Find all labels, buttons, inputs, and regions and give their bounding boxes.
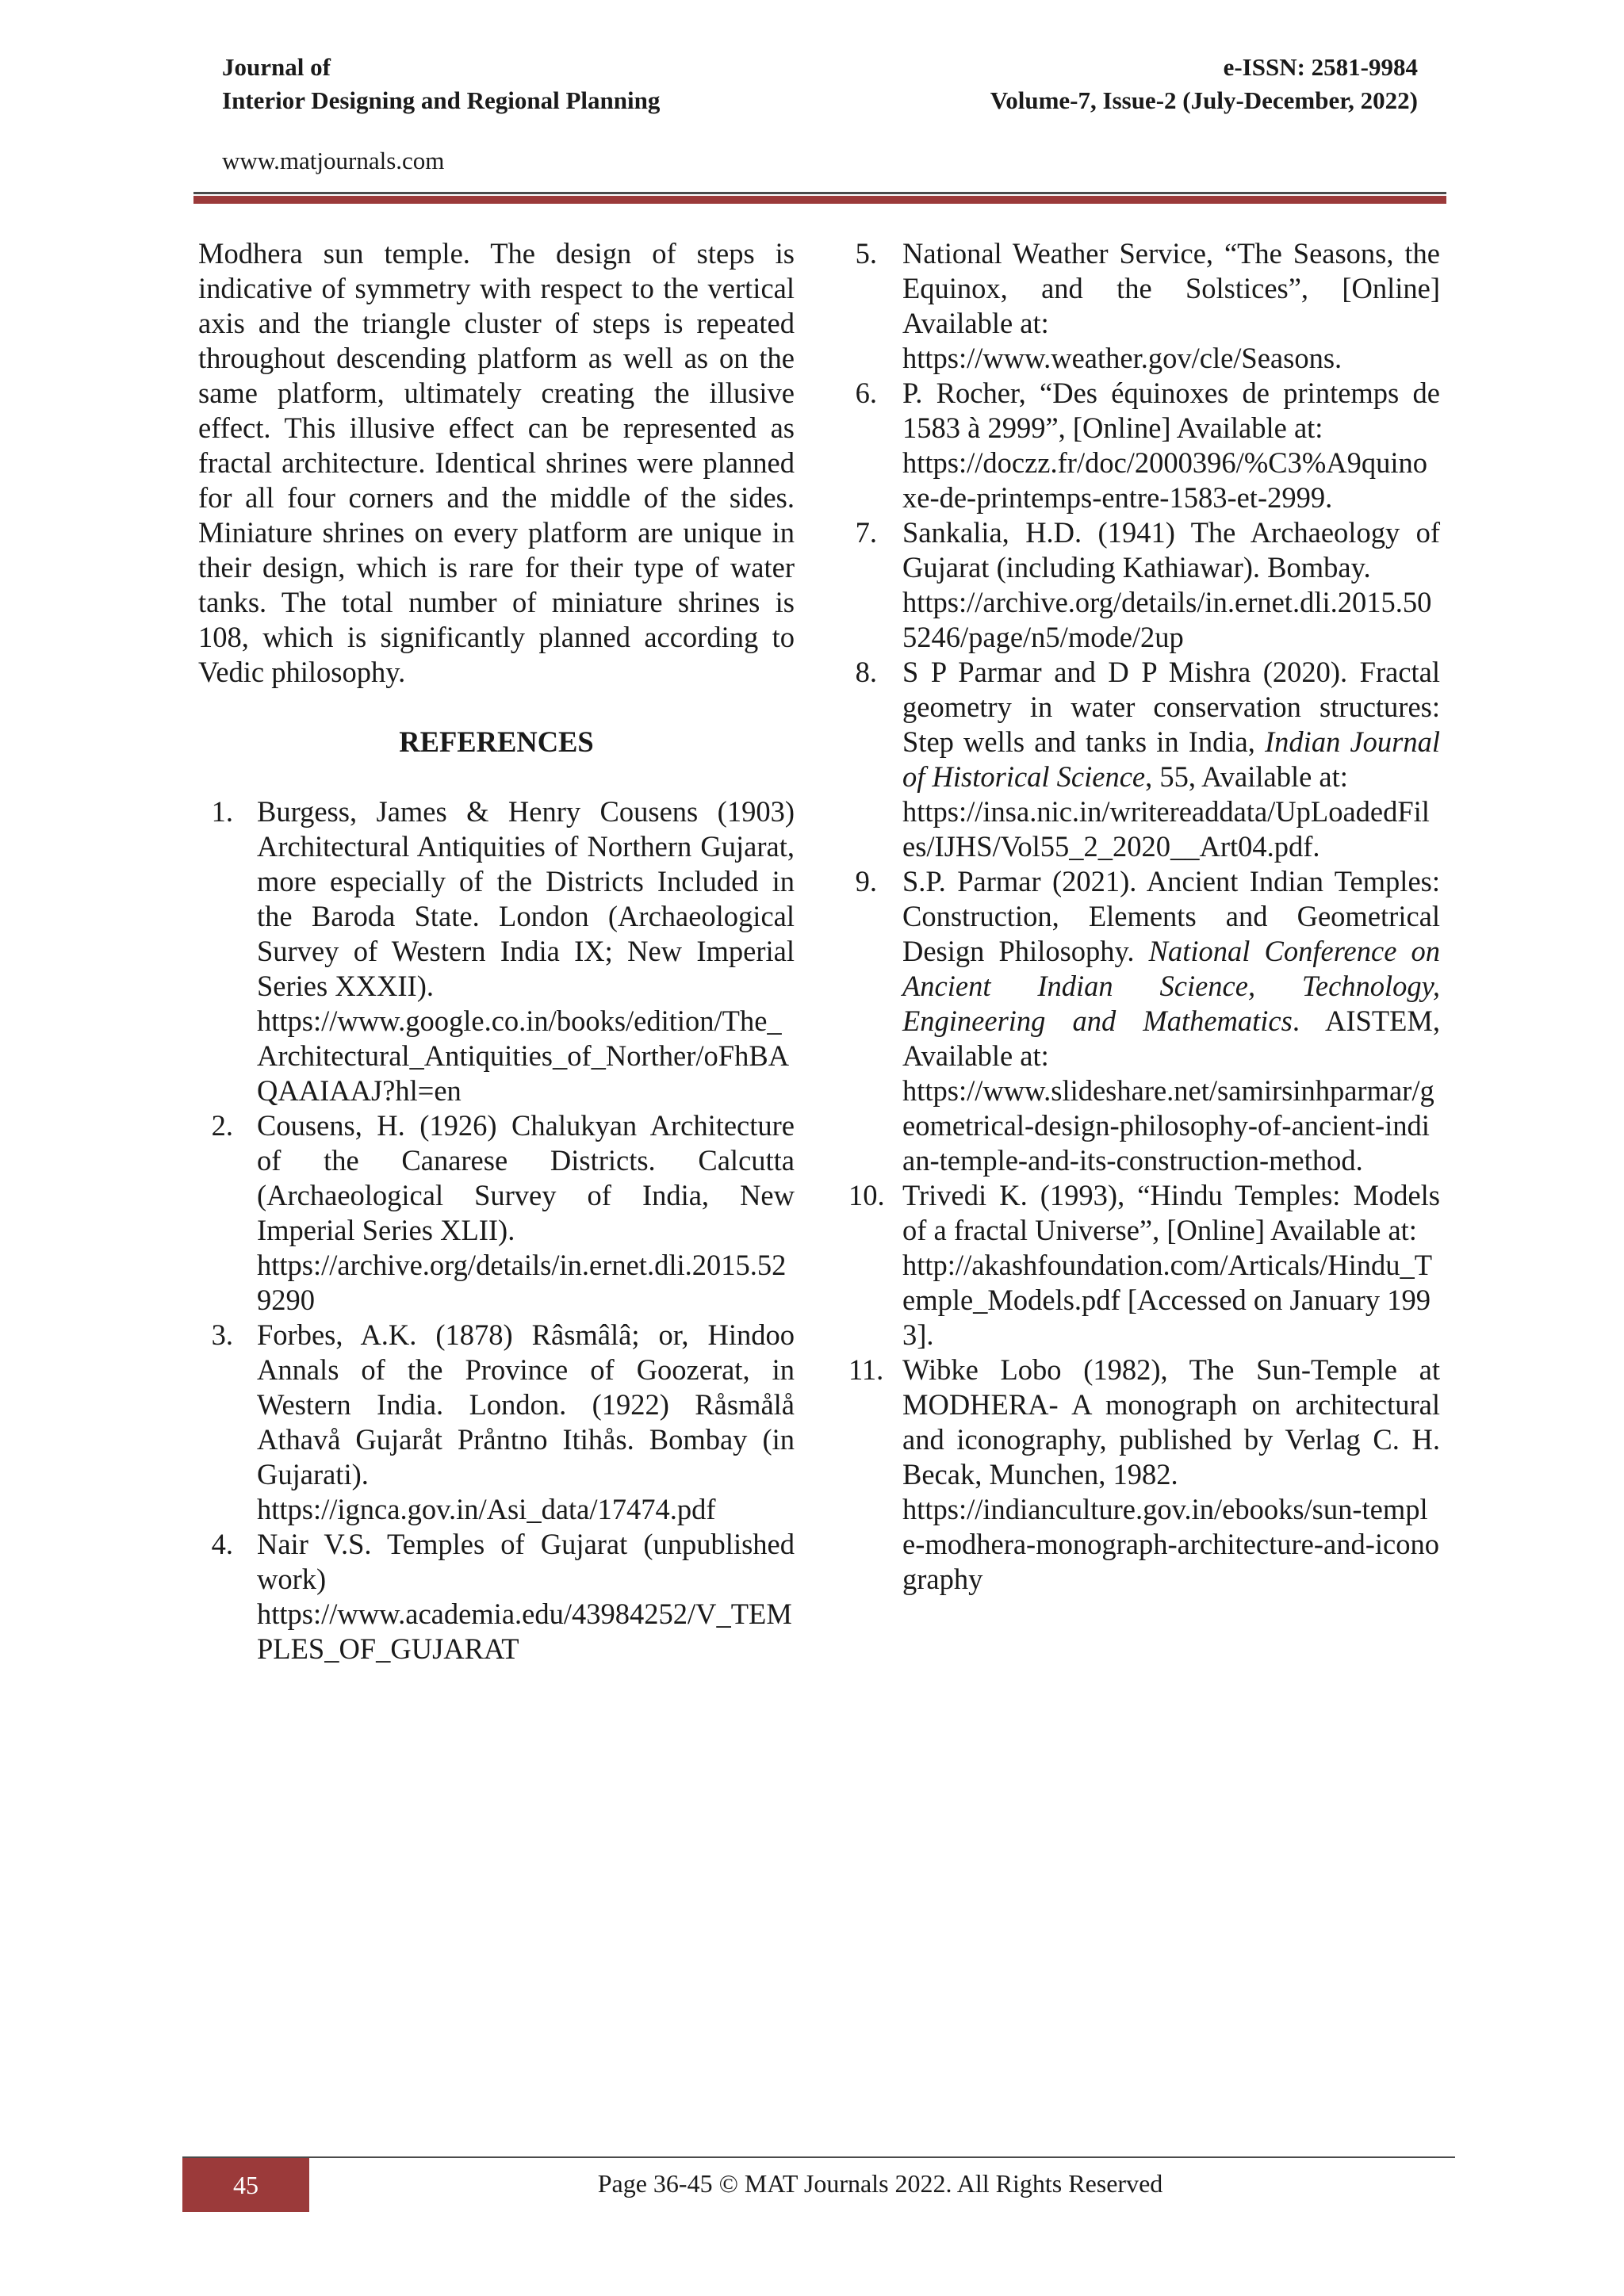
reference-item (198, 1108, 795, 1318)
journal-title (222, 51, 660, 117)
reference-item (848, 515, 1440, 655)
right-column (848, 236, 1440, 1597)
reference-url[interactable]: https://indianculture.gov.in/ebooks/sun-temple-modhera-monograph-architecture-and-iconography (902, 1493, 1439, 1595)
header-divider-thick (193, 196, 1446, 204)
reference-item (848, 1353, 1440, 1597)
reference-text: Trivedi K. (1993), “Hindu Temples: Models of a fractal Universe”, [Online] Available at: (902, 1179, 1440, 1246)
reference-text: S.P. Parmar (2021). Ancient Indian Temples: Construction, Elements and Geometrical Design Philosophy. (902, 865, 1440, 967)
reference-item (848, 376, 1440, 515)
reference-item (848, 864, 1440, 1178)
footer-divider (182, 2156, 1455, 2158)
left-column (198, 236, 795, 1667)
volume-issue: Volume-7, Issue-2 (July-December, 2022) (990, 86, 1418, 114)
reference-number: 11. (848, 1353, 884, 1386)
reference-url[interactable]: https://www.academia.edu/43984252/V_TEMPLES_OF_GUJARAT (257, 1598, 792, 1665)
reference-text: Forbes, A.K. (1878) Râsmâlâ; or, Hindoo Annals of the Province of Goozerat, in Western India. London. (1922) Råsmålå Athavå Gujaråt Pråntno Itihås. Bombay (in Gujarati). (257, 1318, 795, 1490)
reference-text: . AISTEM, Available at: (902, 1004, 1440, 1072)
reference-text: Burgess, James & Henry Cousens (1903) Architectural Antiquities of Northern Gujarat, more especially of the Districts Included in the Baroda State. London (Archaeological Survey of Western India IX; New Imperial Series XXXII). (257, 795, 795, 1002)
reference-item (848, 236, 1440, 376)
journal-title-line2: Interior Designing and Regional Planning (222, 86, 661, 114)
reference-text: National Weather Service, “The Seasons, the Equinox, and the Solstices”, [Online] Available at: (902, 237, 1440, 339)
reference-number: 4. (211, 1528, 233, 1560)
footer-copyright: Page 36-45 © MAT Journals 2022. All Rights Reserved (597, 2169, 1163, 2198)
reference-number: 2. (211, 1109, 233, 1142)
journal-issue-info (990, 51, 1418, 117)
reference-number: 10. (848, 1179, 885, 1211)
reference-item (848, 1178, 1440, 1353)
reference-url[interactable]: https://archive.org/details/in.ernet.dli.2015.505246/page/n5/mode/2up (902, 586, 1432, 653)
reference-item (198, 1318, 795, 1527)
reference-journal-title: Indian Journal of Historical Science (902, 725, 1441, 793)
reference-item (198, 794, 795, 1108)
reference-text: S P Parmar and D P Mishra (2020). Fractal geometry in water conservation structures: Step wells and tanks in India, (902, 656, 1440, 758)
page-number-badge: 45 (182, 2158, 309, 2212)
reference-number: 7. (855, 516, 877, 549)
reference-number: 5. (855, 237, 877, 270)
reference-number: 6. (855, 377, 877, 409)
reference-conference-title: National Conference on Ancient Indian Science, Technology, Engineering and Mathematics (902, 935, 1441, 1037)
reference-url[interactable]: https://ignca.gov.in/Asi_data/17474.pdf (257, 1493, 716, 1525)
reference-number: 3. (211, 1318, 233, 1351)
reference-number: 9. (855, 865, 877, 897)
journal-website: www.matjournals.com (222, 147, 445, 174)
header-divider-thin (193, 192, 1446, 194)
reference-text: P. Rocher, “Des équinoxes de printemps de 1583 à 2999”, [Online] Available at: (902, 377, 1440, 444)
reference-text: , 55, Available at: (1145, 760, 1348, 793)
reference-number: 8. (855, 656, 877, 688)
reference-text: Wibke Lobo (1982), The Sun-Temple at MODHERA- A monograph on architectural and iconography, published by Verlag C. H. Becak, Munchen, 1982. (902, 1353, 1440, 1490)
reference-text: Sankalia, H.D. (1941) The Archaeology of Gujarat (including Kathiawar). Bombay. (902, 516, 1440, 584)
reference-url[interactable]: https://www.slideshare.net/samirsinhparmar/geometrical-design-philosophy-of-ancient-indian-temple-and-its-construction-method. (902, 1074, 1434, 1177)
references-heading: REFERENCES (399, 725, 594, 758)
reference-url[interactable]: https://archive.org/details/in.ernet.dli.2015.529290 (257, 1249, 787, 1316)
reference-item (198, 1527, 795, 1667)
reference-item (848, 655, 1440, 864)
reference-url[interactable]: http://akashfoundation.com/Articals/Hindu_Temple_Models.pdf [Accessed on January 1993]. (902, 1249, 1433, 1351)
reference-url[interactable]: https://www.weather.gov/cle/Seasons. (902, 342, 1342, 374)
reference-text: Cousens, H. (1926) Chalukyan Architecture of the Canarese Districts. Calcutta (Archaeological Survey of India, New Imperial Series XLII). (257, 1109, 795, 1246)
reference-number: 1. (211, 795, 233, 828)
reference-url[interactable]: https://www.google.co.in/books/edition/The_Architectural_Antiquities_of_Norther/oFhBAQAAIAAJ?hl=en (257, 1004, 790, 1107)
body-paragraph: Modhera sun temple. The design of steps is indicative of symmetry with respect to the vertical axis and the triangle cluster of steps is repeated throughout descending platform as well as on the same platform, ultimately creating the illusive effect. This illusive effect can be represented as fractal architecture. Identical shrines were planned for all four corners and the middle of the sides. Miniature shrines on every platform are unique in their design, which is rare for their type of water tanks. The total number of miniature shrines is 108, which is significantly planned according to Vedic philosophy. (198, 237, 795, 688)
reference-url[interactable]: https://doczz.fr/doc/2000396/%C3%A9quinoxe-de-printemps-entre-1583-et-2999. (902, 446, 1427, 514)
issn: e-ISSN: 2581-9984 (1223, 53, 1418, 81)
journal-title-line1: Journal of (222, 53, 331, 81)
reference-text: Nair V.S. Temples of Gujarat (unpublished work) (257, 1528, 795, 1595)
reference-url[interactable]: https://insa.nic.in/writereaddata/UpLoadedFiles/IJHS/Vol55_2_2020__Art04.pdf. (902, 795, 1430, 863)
